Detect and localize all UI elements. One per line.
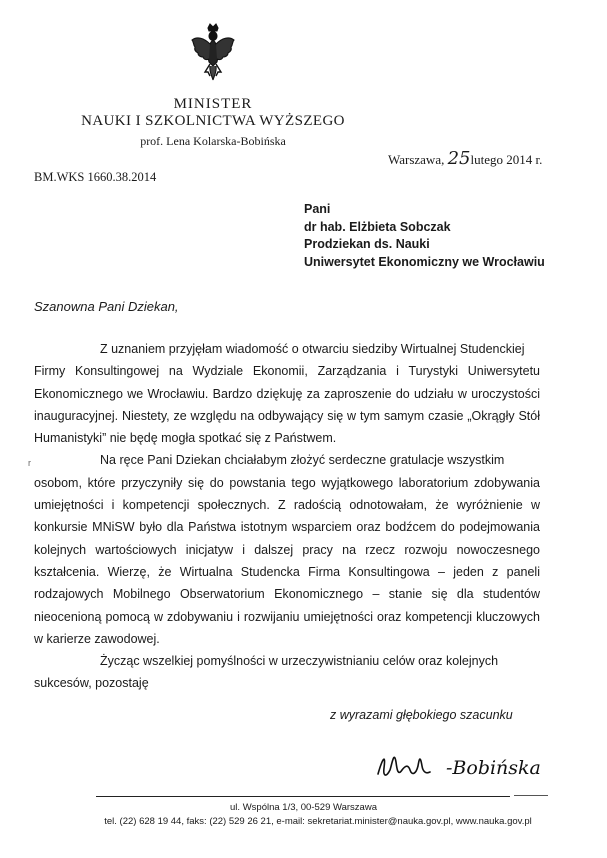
ministry-name: NAUKI I SZKOLNICTWA WYŻSZEGO xyxy=(81,113,345,129)
closing-phrase: z wyrazami głębokiego szacunku xyxy=(330,708,513,722)
polish-eagle-emblem-icon xyxy=(188,22,238,82)
minister-name: prof. Lena Kolarska-Bobińska xyxy=(140,134,286,148)
recipient-line: Uniwersytet Ekonomiczny we Wrocławiu xyxy=(304,254,545,269)
paragraph-continuation: sukcesów, pozostaję xyxy=(34,676,149,691)
paragraph-first-line: Na ręce Pani Dziekan chciałabym złożyć serdeczne gratulacje wszystkim xyxy=(100,453,505,468)
date-city: Warszawa, xyxy=(388,152,445,167)
recipient-line: Prodziekan ds. Nauki xyxy=(304,237,430,251)
paragraph-first-line: Życząc wszelkiej pomyślności w urzeczywistnianiu celów oraz kolejnych xyxy=(100,654,499,669)
handwritten-signature xyxy=(372,740,552,788)
salutation: Szanowna Pani Dziekan, xyxy=(34,299,179,314)
footer-address: ul. Wspólna 1/3, 00-529 Warszawa xyxy=(230,802,377,813)
minister-title: MINISTER xyxy=(173,96,253,112)
signature-surname: -Bobińska xyxy=(446,757,541,779)
footer-divider xyxy=(96,796,510,797)
footer-contact: tel. (22) 628 19 44, faks: (22) 529 26 21, e-mail: sekretariat.minister@nauka.gov.pl, www.nauka.gov.pl xyxy=(104,816,532,827)
paragraph-continuation: osobom, które przyczyniły się do powstania tego wyjątkowego laboratorium zdobywania umiejętności i kompetencji społecznych. Z radością odnotowałam, że wyróżnienie w konkursie MNiSW było dla Państwa istotnym wsparciem oraz bodźcem do podejmowania kolejnych wartościowych inicjatyw i dalszej pracy na rzecz rozwoju nowoczesnego kształcenia. Wierzę, że Wirtualna Studencka Firma Konsultingowa – jeden z paneli rodzajowych Mobilnego Obserwatorium Ekonomicznego – stanie się dla studentów nieocenioną pomocą w zdobywaniu i rozwijaniu umiejętności oraz kompetencji kluczowych w karierze zawodowej. xyxy=(34,475,540,646)
paragraph-first-line: Z uznaniem przyjęłam wiadomość o otwarciu siedziby Wirtualnej Studenckiej xyxy=(100,342,525,356)
paragraph-continuation: Firmy Konsultingowej na Wydziale Ekonomii, Zarządzania i Turystyki Uniwersytetu Ekonomicznego we Wrocławiu. Bardzo dziękuję za zaproszenie do udziału w uroczystości inauguracyjnej. Niestety, ze względu na odbywający się w tym samym czasie „Okrągły Stół Humanistyki” nie będę mogła spotkać się z Państwem. xyxy=(34,364,540,446)
date-month-year: lutego 2014 r. xyxy=(470,152,543,167)
recipient-line: dr hab. Elżbieta Sobczak xyxy=(304,219,451,234)
margin-mark: r xyxy=(28,458,31,468)
letter-body xyxy=(34,338,540,695)
date-day-handwritten: 25 xyxy=(447,148,471,169)
recipient-line: Pani xyxy=(304,202,331,216)
recipient-block xyxy=(304,201,545,271)
reference-number: BM.WKS 1660.38.2014 xyxy=(34,170,157,184)
letter-date xyxy=(388,148,542,169)
footer-divider-mark xyxy=(514,795,548,796)
